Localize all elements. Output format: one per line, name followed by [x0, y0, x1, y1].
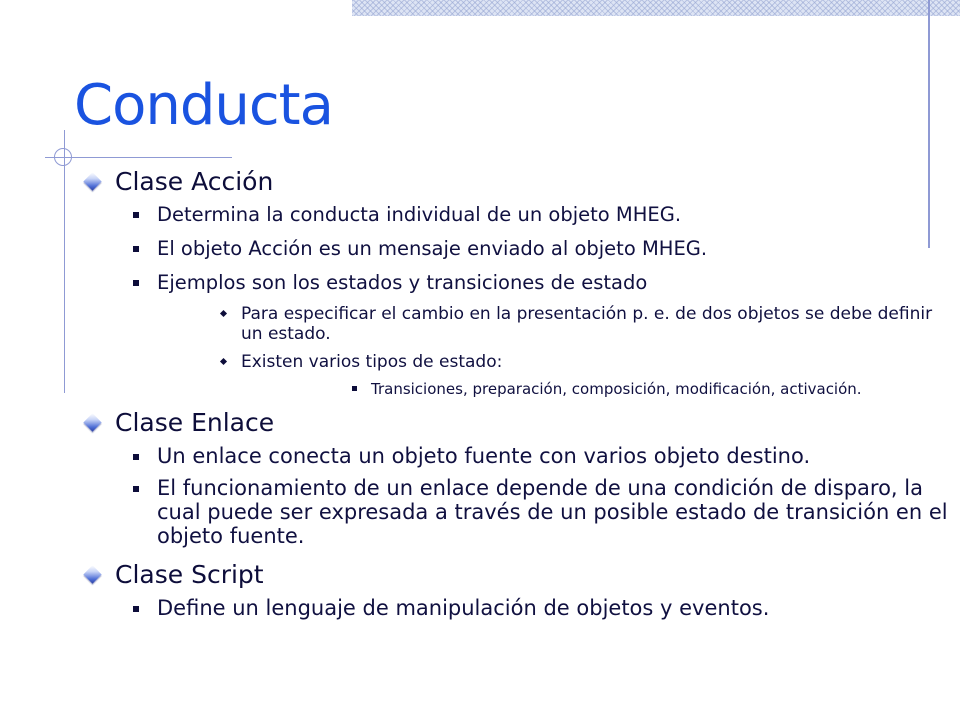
list-item	[115, 271, 950, 398]
list-item	[157, 352, 950, 398]
sub-sub-bullet-text: Transiciones, preparación, composición, modificación, activación.	[371, 380, 862, 398]
left-vertical-rule	[64, 130, 65, 393]
title-underline-rule	[45, 157, 232, 158]
section-heading: Clase Enlace	[115, 408, 275, 437]
list-item	[115, 203, 950, 226]
small-diamond-bullet-icon	[220, 310, 227, 317]
square-bullet-icon	[133, 246, 139, 252]
bullet-text: El funcionamiento de un enlace depende de una condición de disparo, la cual puede ser expresada a través de un posible estado de transición en el objeto fuente.	[157, 476, 948, 548]
list-item	[157, 304, 950, 344]
bullet-text: Define un lenguaje de manipulación de objetos y eventos.	[157, 596, 770, 620]
list-item	[115, 476, 950, 548]
list-item	[241, 380, 950, 398]
slide-title: Conducta	[74, 73, 333, 138]
square-bullet-icon	[133, 212, 139, 218]
section-clase-enlace	[80, 406, 950, 548]
sub-sub-bullet-list	[241, 380, 950, 398]
sub-bullet-text: Para especificar el cambio en la presentación p. e. de dos objetos se debe definir un estado.	[241, 304, 933, 344]
section-clase-script	[80, 558, 950, 620]
square-bullet-icon	[133, 280, 139, 286]
bullet-list	[115, 203, 950, 398]
diamond-bullet-icon	[83, 413, 101, 431]
bullet-list	[115, 596, 950, 620]
bullet-text: Determina la conducta individual de un objeto MHEG.	[157, 203, 682, 226]
small-diamond-bullet-icon	[220, 358, 227, 365]
list-item	[115, 237, 950, 260]
square-bullet-icon	[133, 454, 139, 460]
sub-bullet-text: Existen varios tipos de estado:	[241, 352, 503, 372]
diamond-bullet-icon	[83, 565, 101, 583]
section-heading: Clase Acción	[115, 167, 274, 196]
hatched-band-decoration	[352, 0, 960, 16]
square-bullet-icon	[352, 386, 357, 391]
list-item	[115, 444, 950, 468]
slide-content	[80, 165, 950, 620]
bullet-text: Un enlace conecta un objeto fuente con varios objeto destino.	[157, 444, 811, 468]
square-bullet-icon	[133, 606, 139, 612]
list-item	[115, 596, 950, 620]
bullet-text: El objeto Acción es un mensaje enviado al objeto MHEG.	[157, 237, 708, 260]
diamond-bullet-icon	[83, 172, 101, 190]
square-bullet-icon	[133, 486, 139, 492]
section-heading: Clase Script	[115, 560, 264, 589]
sub-bullet-list	[157, 304, 950, 398]
crosshair-circle-decoration	[54, 148, 72, 166]
bullet-text: Ejemplos son los estados y transiciones de estado	[157, 271, 648, 294]
section-clase-accion	[80, 165, 950, 398]
bullet-list	[115, 444, 950, 548]
